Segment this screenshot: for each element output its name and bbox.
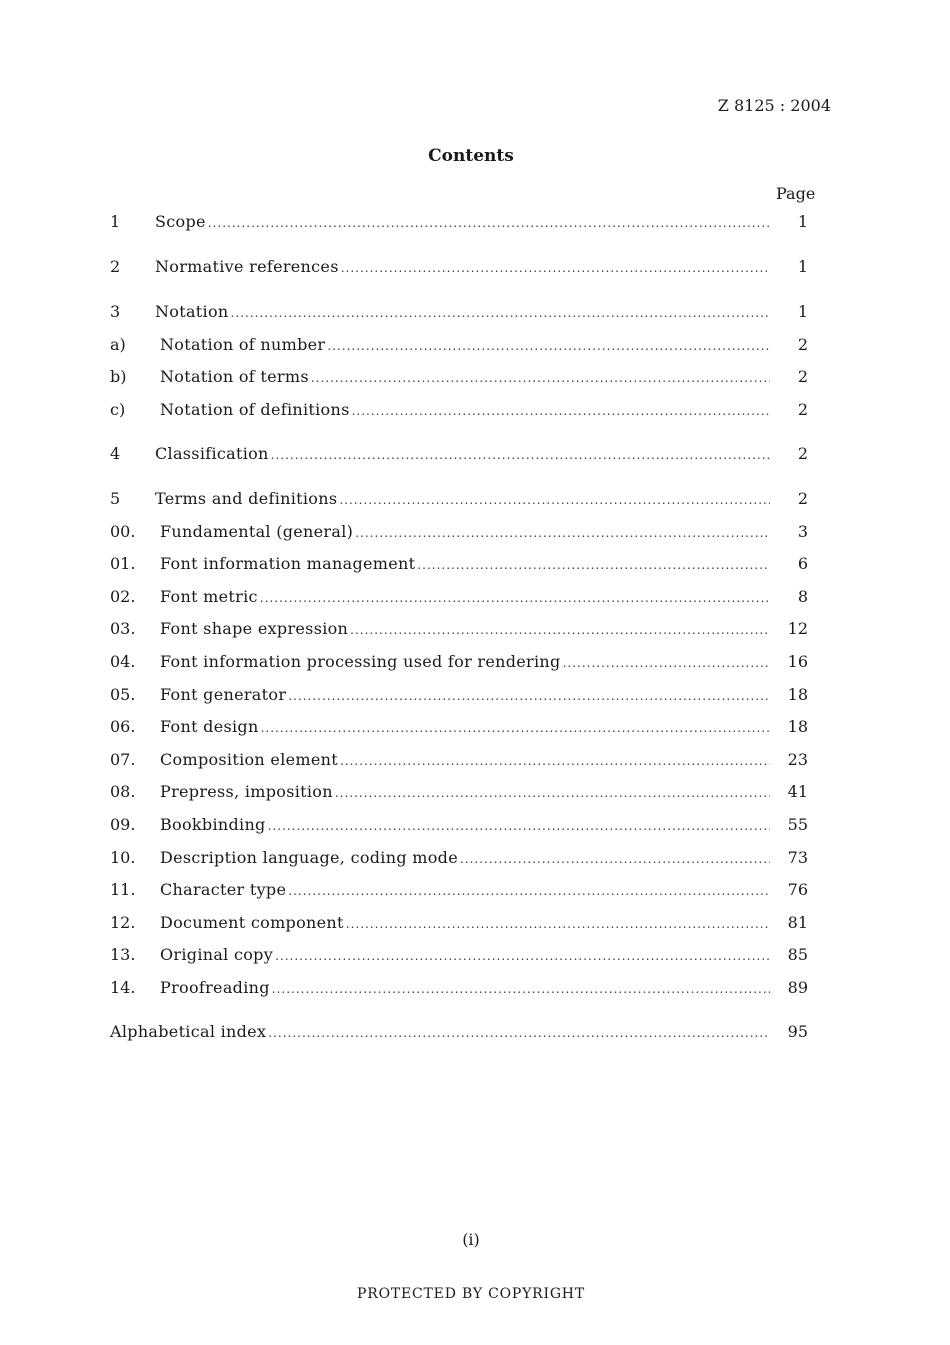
toc-entry-title: Font information management <box>160 554 416 573</box>
dot-leader <box>288 880 770 902</box>
toc-entry-title: Classification <box>155 444 269 463</box>
toc-entry-page: 12 <box>787 619 808 638</box>
toc-entry-font-generator[interactable] <box>110 684 808 706</box>
toc-entry-page: 76 <box>787 880 808 899</box>
toc-entry-page: 85 <box>787 945 808 964</box>
toc-entry-title: Document component <box>160 913 344 932</box>
toc-entry-title: Character type <box>160 880 287 899</box>
toc-entry-number: 5 <box>110 489 121 508</box>
toc-entry-font-design[interactable] <box>110 716 808 738</box>
dot-leader <box>271 444 770 466</box>
toc-entry-number: 13. <box>110 945 136 964</box>
toc-entry-number: 07. <box>110 750 136 769</box>
toc-entry-title: Fundamental (general) <box>160 522 354 541</box>
toc-entry-bookbinding[interactable] <box>110 814 808 836</box>
toc-entry-alphabetical-index[interactable] <box>110 1021 808 1043</box>
dot-leader <box>339 489 770 511</box>
toc-entry-page: 8 <box>797 587 808 606</box>
toc-entry-font-information-processing[interactable] <box>110 651 808 673</box>
toc-entry-page: 41 <box>787 782 808 801</box>
toc-entry-font-shape-expression[interactable] <box>110 618 808 640</box>
toc-entry-title: Notation of number <box>160 335 326 354</box>
toc-entry-title: Font design <box>160 717 259 736</box>
toc-entry-number: 05. <box>110 685 136 704</box>
toc-entry-font-metric[interactable] <box>110 586 808 608</box>
copyright-notice: PROTECTED BY COPYRIGHT <box>357 1286 585 1302</box>
toc-entry-number: 09. <box>110 815 136 834</box>
toc-entry-title: Font metric <box>160 587 258 606</box>
toc-entry-page: 3 <box>797 522 808 541</box>
toc-entry-number: 1 <box>110 212 121 231</box>
toc-entry-page: 23 <box>787 750 808 769</box>
toc-entry-number: 04. <box>110 652 136 671</box>
toc-entry-title: Alphabetical index <box>110 1022 267 1041</box>
dot-leader <box>335 782 770 804</box>
dot-leader <box>288 685 770 707</box>
toc-entry-page: 16 <box>787 652 808 671</box>
toc-entry-number: 03. <box>110 619 136 638</box>
dot-leader <box>350 619 770 641</box>
toc-entry-title: Prepress, imposition <box>160 782 333 801</box>
toc-entry-notation-of-definitions[interactable] <box>110 399 808 421</box>
toc-entry-page: 55 <box>787 815 808 834</box>
toc-entry-classification[interactable] <box>110 443 808 465</box>
dot-leader <box>272 978 770 1000</box>
page-column-label: Page <box>776 184 816 203</box>
dot-leader <box>275 945 770 967</box>
toc-entry-fundamental[interactable] <box>110 521 808 543</box>
toc-entry-scope[interactable] <box>110 211 808 233</box>
toc-entry-page: 18 <box>787 717 808 736</box>
toc-entry-page: 73 <box>787 848 808 867</box>
toc-entry-notation-of-terms[interactable] <box>110 366 808 388</box>
toc-entry-page: 2 <box>797 444 808 463</box>
toc-entry-page: 81 <box>787 913 808 932</box>
toc-entry-number: 14. <box>110 978 136 997</box>
toc-entry-title: Notation of terms <box>160 367 309 386</box>
toc-entry-title: Bookbinding <box>160 815 266 834</box>
dot-leader <box>311 367 770 389</box>
dot-leader <box>352 400 770 422</box>
toc-entry-title: Proofreading <box>160 978 270 997</box>
dot-leader <box>417 554 770 576</box>
toc-entry-number: c) <box>110 400 126 419</box>
dot-leader <box>261 717 770 739</box>
toc-entry-page: 1 <box>797 212 808 231</box>
toc-entry-title: Terms and definitions <box>155 489 338 508</box>
toc-entry-prepress-imposition[interactable] <box>110 781 808 803</box>
document-number: Z 8125 : 2004 <box>717 96 831 115</box>
toc-entry-original-copy[interactable] <box>110 944 808 966</box>
toc-entry-page: 2 <box>797 489 808 508</box>
toc-entry-title: Composition element <box>160 750 338 769</box>
dot-leader <box>341 257 770 279</box>
toc-entry-title: Description language, coding mode <box>160 848 458 867</box>
toc-entry-notation[interactable] <box>110 301 808 323</box>
dot-leader <box>340 750 770 772</box>
toc-entry-notation-of-number[interactable] <box>110 334 808 356</box>
toc-entry-normative-references[interactable] <box>110 256 808 278</box>
dot-leader <box>208 212 770 234</box>
toc-entry-number: 00. <box>110 522 136 541</box>
toc-entry-page: 2 <box>797 367 808 386</box>
dot-leader <box>327 335 770 357</box>
toc-entry-font-information-management[interactable] <box>110 553 808 575</box>
toc-entry-page: 2 <box>797 335 808 354</box>
dot-leader <box>346 913 770 935</box>
toc-entry-number: 02. <box>110 587 136 606</box>
footer-page-number: (i) <box>462 1230 480 1249</box>
toc-entry-number: a) <box>110 335 126 354</box>
dot-leader <box>563 652 770 674</box>
toc-entry-number: 06. <box>110 717 136 736</box>
toc-entry-number: 01. <box>110 554 136 573</box>
toc-entry-number: 12. <box>110 913 136 932</box>
toc-entry-title: Scope <box>155 212 206 231</box>
toc-entry-document-component[interactable] <box>110 912 808 934</box>
toc-entry-page: 2 <box>797 400 808 419</box>
toc-entry-title: Original copy <box>160 945 274 964</box>
toc-entry-number: b) <box>110 367 127 386</box>
toc-entry-page: 95 <box>787 1022 808 1041</box>
page-title: Contents <box>428 146 514 166</box>
toc-entry-title: Font shape expression <box>160 619 349 638</box>
dot-leader <box>231 302 771 324</box>
dot-leader <box>268 1022 770 1044</box>
toc-entry-title: Font generator <box>160 685 287 704</box>
toc-entry-title: Notation <box>155 302 229 321</box>
toc-entry-page: 1 <box>797 257 808 276</box>
dot-leader <box>355 522 770 544</box>
toc-entry-number: 3 <box>110 302 121 321</box>
toc-entry-title: Font information processing used for rendering <box>160 652 561 671</box>
toc-entry-number: 11. <box>110 880 136 899</box>
toc-entry-number: 4 <box>110 444 121 463</box>
toc-entry-number: 10. <box>110 848 136 867</box>
toc-entry-page: 6 <box>797 554 808 573</box>
toc-entry-page: 18 <box>787 685 808 704</box>
dot-leader <box>260 587 770 609</box>
toc-entry-number: 2 <box>110 257 121 276</box>
toc-entry-page: 89 <box>787 978 808 997</box>
dot-leader <box>268 815 770 837</box>
toc-entry-composition-element[interactable] <box>110 749 808 771</box>
toc-entry-number: 08. <box>110 782 136 801</box>
dot-leader <box>460 848 770 870</box>
toc-entry-page: 1 <box>797 302 808 321</box>
toc-entry-title: Notation of definitions <box>160 400 350 419</box>
toc-entry-description-language[interactable] <box>110 847 808 869</box>
toc-entry-proofreading[interactable] <box>110 977 808 999</box>
toc-entry-title: Normative references <box>155 257 339 276</box>
toc-entry-character-type[interactable] <box>110 879 808 901</box>
toc-entry-terms-and-definitions[interactable] <box>110 488 808 510</box>
